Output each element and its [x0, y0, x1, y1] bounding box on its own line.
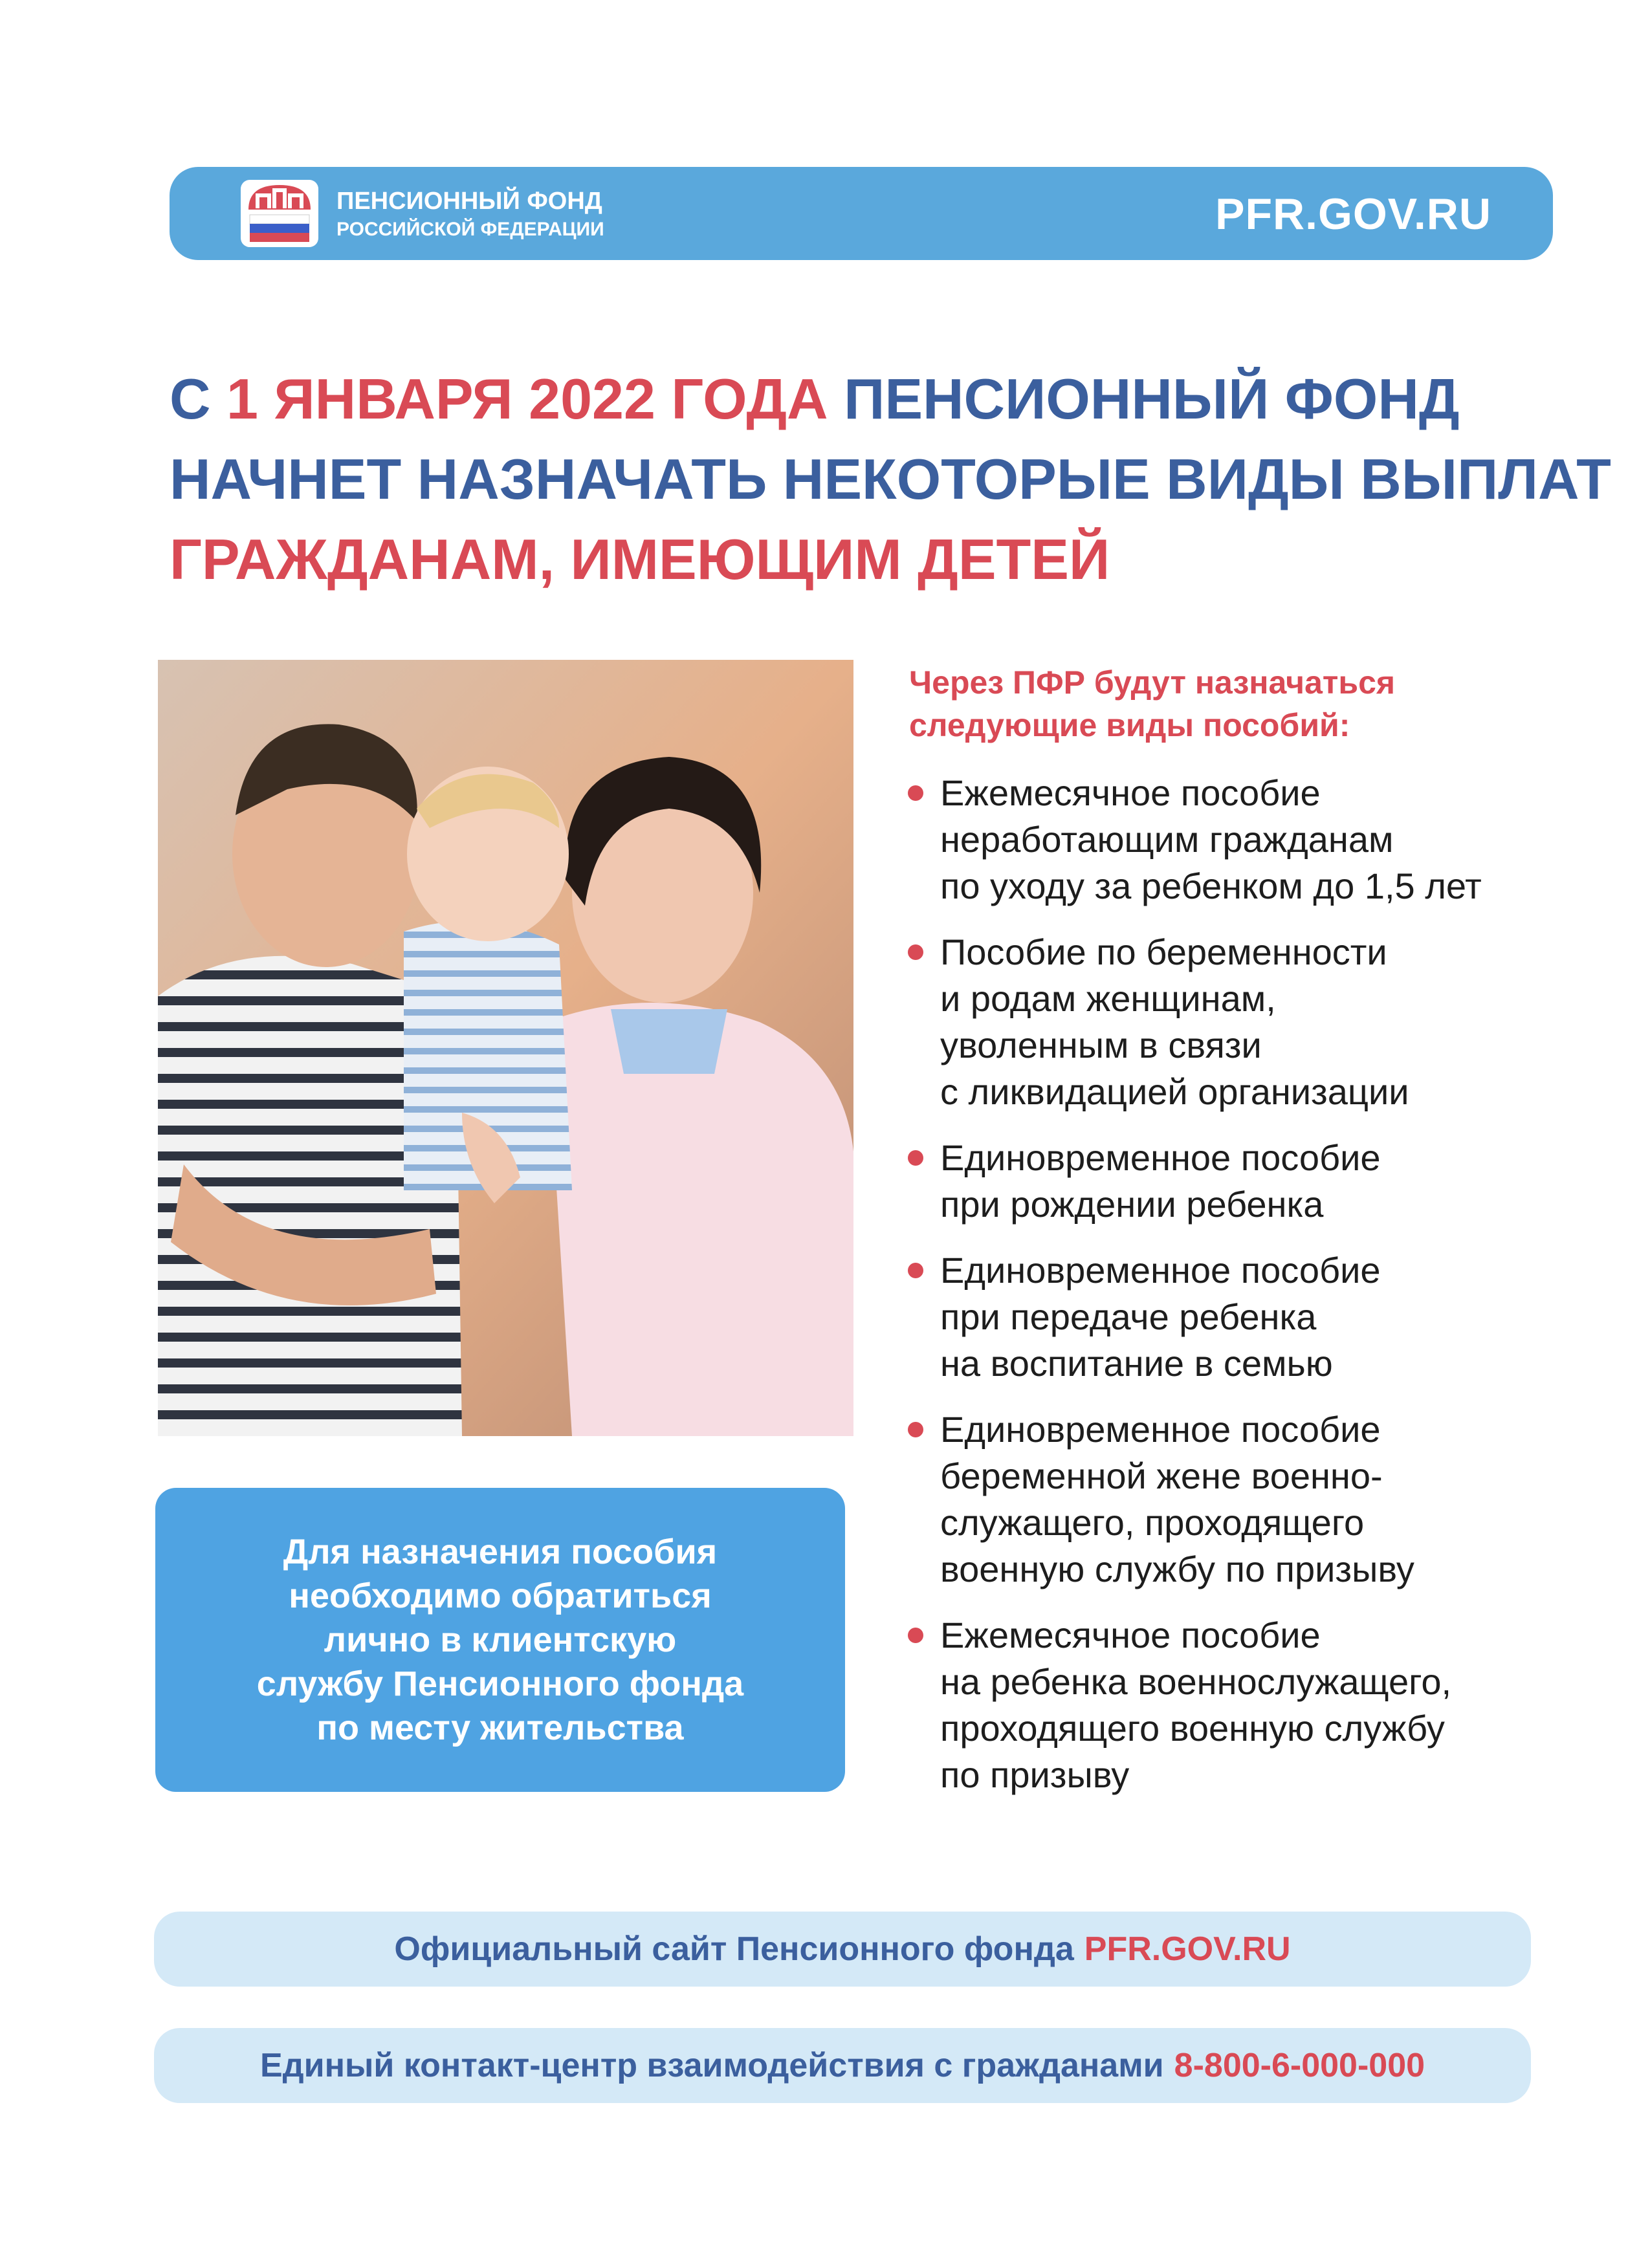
list-item — [903, 1135, 1601, 1228]
list-item — [903, 929, 1601, 1115]
pfr-logo-icon — [241, 180, 318, 247]
headline-line3: ГРАЖДАНАМ, ИМЕЮЩИМ ДЕТЕЙ — [170, 527, 1110, 591]
benefit-text: Единовременное пособие при передаче ребенка на воспитание в семью — [940, 1250, 1381, 1384]
list-item — [903, 770, 1601, 910]
header-site-link[interactable]: PFR.GOV.RU — [1215, 190, 1491, 239]
headline-part1: С — [170, 367, 211, 431]
benefit-list — [903, 770, 1601, 1818]
org-name — [336, 186, 604, 241]
bullet-icon — [908, 1150, 923, 1166]
benefits-intro: Через ПФР будут назначаться следующие виды пособий: — [909, 664, 1396, 743]
headline-date: 1 ЯНВАРЯ 2022 ГОДА — [226, 367, 828, 431]
benefit-text: Единовременное пособие беременной жене военно- служащего, проходящего военную службу по призыву — [940, 1409, 1414, 1589]
footer-phone-label: Единый контакт-центр взаимодействия с гражданами — [259, 2047, 1164, 2084]
bullet-icon — [908, 1628, 923, 1643]
benefit-text: Пособие по беременности и родам женщинам, уволенным в связи с ликвидацией организации — [940, 932, 1409, 1112]
header-bar — [170, 167, 1553, 260]
bullet-icon — [908, 1422, 923, 1437]
bullet-icon — [908, 1263, 923, 1278]
info-box — [155, 1488, 845, 1792]
footer-phone-number[interactable]: 8-800-6-000-000 — [1174, 2047, 1425, 2084]
footer-phone-bar — [154, 2028, 1531, 2103]
bullet-icon — [908, 944, 923, 960]
org-name-line2: РОССИЙСКОЙ ФЕДЕРАЦИИ — [336, 218, 604, 240]
family-photo-illustration — [158, 660, 853, 1436]
benefit-text: Ежемесячное пособие неработающим гражданам по уходу за ребенком до 1,5 лет — [940, 772, 1482, 906]
benefit-text: Ежемесячное пособие на ребенка военнослужащего, проходящего военную службу по призыву — [940, 1615, 1452, 1795]
headline-line1 — [170, 359, 1593, 439]
headline-part3: ПЕНСИОННЫЙ ФОНД — [844, 367, 1460, 431]
info-box-text: Для назначения пособия необходимо обратиться лично в клиентскую службу Пенсионного фонда по месту жительства — [256, 1532, 744, 1747]
footer-site-label: Официальный сайт Пенсионного фонда — [394, 1930, 1074, 1968]
page-headline — [170, 359, 1611, 600]
footer-site-link[interactable]: PFR.GOV.RU — [1084, 1930, 1291, 1968]
family-photo — [158, 660, 853, 1436]
list-item — [903, 1612, 1601, 1798]
bullet-icon — [908, 785, 923, 801]
headline-line2: НАЧНЕТ НАЗНАЧАТЬ НЕКОТОРЫЕ ВИДЫ ВЫПЛАТ — [170, 447, 1611, 511]
list-item — [903, 1406, 1601, 1593]
org-name-line1: ПЕНСИОННЫЙ ФОНД — [336, 188, 602, 215]
benefit-text: Единовременное пособие при рождении ребенка — [940, 1137, 1381, 1225]
footer-site-bar — [154, 1912, 1531, 1987]
list-item — [903, 1247, 1601, 1387]
